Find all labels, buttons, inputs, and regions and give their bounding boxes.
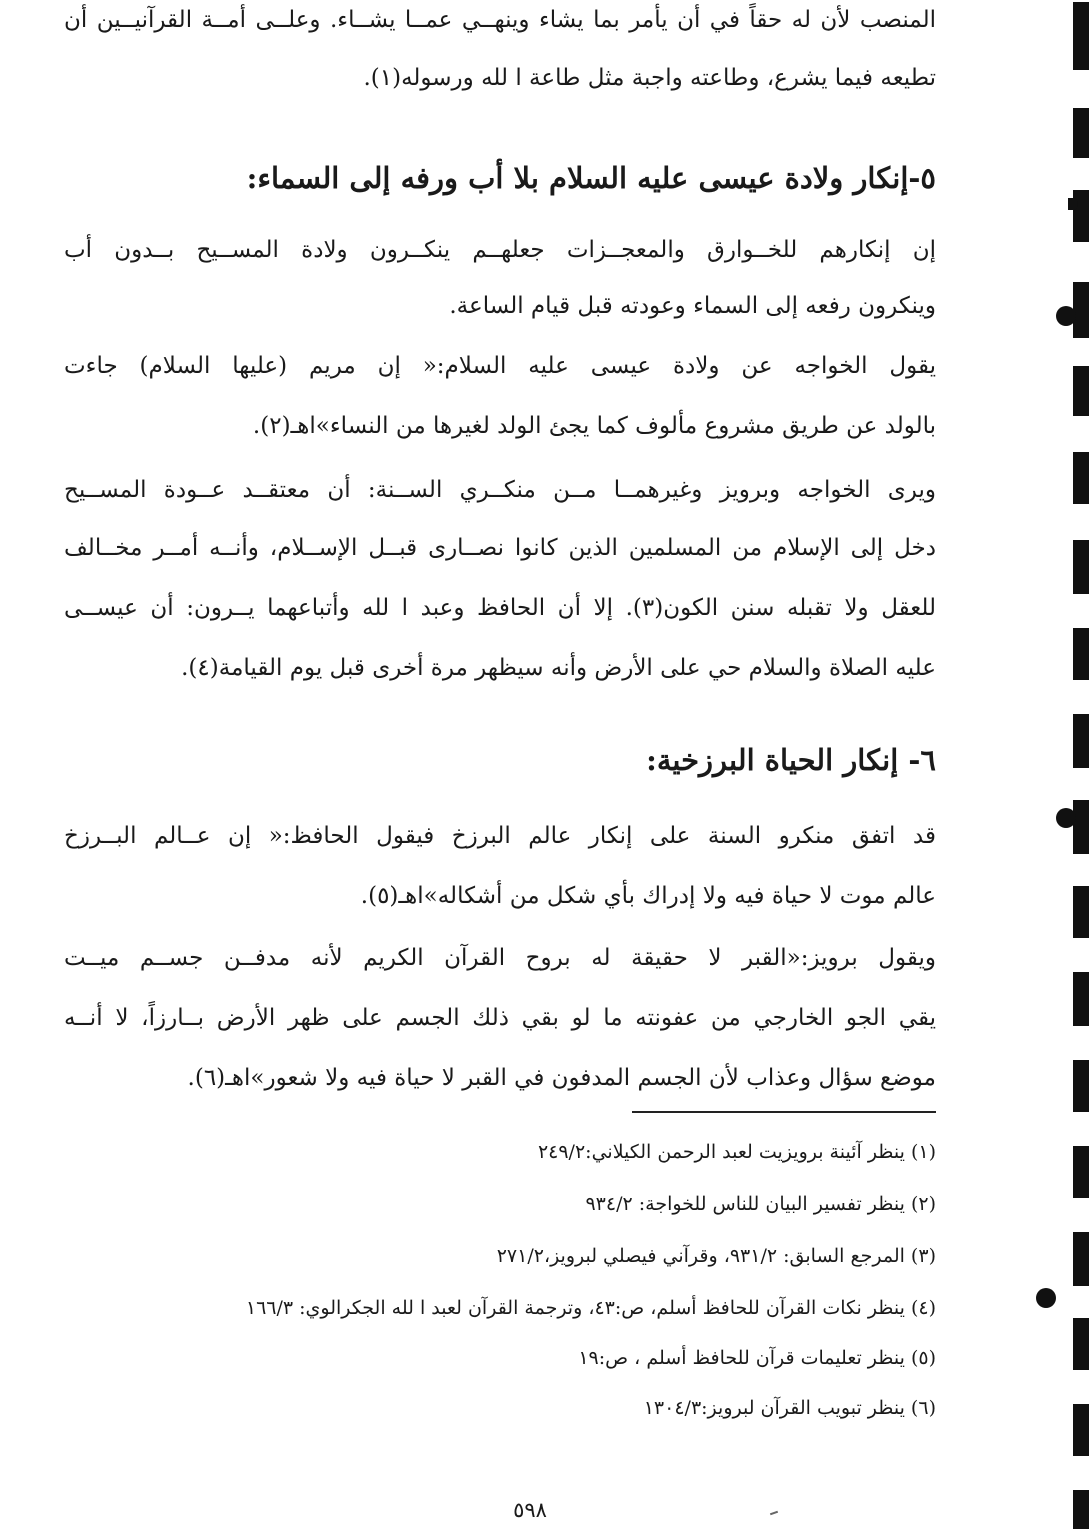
punch-hole	[1036, 1288, 1056, 1308]
paragraph-line: قد اتفق منكرو السنة على إنكار عالم البرزخ فيقول الحافظ:« إن عــالم البــرزخ	[64, 823, 936, 849]
footnote-2: (٢) ينظر تفسير البيان للناس للخواجة: ٩٣٤/٢	[585, 1193, 936, 1215]
binding-mark	[1073, 1490, 1089, 1529]
binding-mark	[1073, 972, 1089, 1026]
scan-speck	[770, 1511, 778, 1516]
paragraph-line: عالم موت لا حياة فيه ولا إدراك بأي شكل من أشكاله»اهـ(٥).	[360, 883, 936, 909]
paragraph-line: عليه الصلاة والسلام حي على الأرض وأنه سيظهر مرة أخرى قبل يوم القيامة(٤).	[181, 655, 936, 681]
binding-mark	[1073, 1232, 1089, 1286]
paragraph-line: دخل إلى الإسلام من المسلمين الذين كانوا نصــارى قبــل الإســلام، وأنــه أمــر مخــالف	[64, 535, 936, 561]
footnote-6: (٦) ينظر تبويب القرآن لبرويز:١٣٠٤/٣	[643, 1397, 936, 1419]
punch-hole	[1056, 306, 1076, 326]
footnote-5: (٥) ينظر تعليمات قرآن للحافظ أسلم ، ص:١٩	[578, 1347, 936, 1369]
binding-mark	[1073, 452, 1089, 504]
binding-mark	[1073, 1318, 1089, 1370]
binding-mark	[1073, 2, 1089, 70]
footnote-3: (٣) المرجع السابق: ٩٣١/٢، وقرآني فيصلي لبرويز،٢٧١/٢	[496, 1245, 936, 1267]
binding-mark	[1073, 540, 1089, 594]
binding-mark	[1073, 886, 1089, 938]
footnote-divider	[632, 1111, 936, 1113]
paragraph-line: موضع سؤال وعذاب لأن الجسم المدفون في القبر لا حياة فيه ولا شعور»اهـ(٦).	[187, 1065, 936, 1091]
paragraph-line: المنصب لأن له حقاً في أن يأمر بما يشاء وينهــي عمــا يشــاء. وعلــى أمــة القرآنيــين أن	[64, 7, 936, 33]
scan-mark	[1068, 198, 1078, 210]
paragraph-line: ويقول برويز:«القبر لا حقيقة له بروح القرآن الكريم لأنه مدفــن جســم ميــت	[64, 945, 936, 971]
paragraph-line: يقي الجو الخارجي من عفونته ما لو بقي ذلك الجسم على ظهر الأرض بــارزاً، لا أنــه	[64, 1005, 936, 1031]
binding-mark	[1073, 108, 1089, 158]
paragraph-line: للعقل ولا تقبله سنن الكون(٣). إلا أن الحافظ وعبد ا لله وأتباعهما يــرون: أن عيســى	[64, 595, 936, 621]
punch-hole	[1056, 808, 1076, 828]
paragraph-line: وينكرون رفعه إلى السماء وعودته قبل قيام الساعة.	[449, 293, 936, 319]
footnote-4: (٤) ينظر نكات القرآن للحافظ أسلم، ص:٤٣، وترجمة القرآن لعبد ا لله الجكرالوي: ١٦٦/٣	[245, 1297, 936, 1319]
footnote-1: (١) ينظر آئينة برويزيت لعبد الرحمن الكيلاني:٢٤٩/٢	[537, 1141, 936, 1163]
section-heading-5: ٥-إنكار ولادة عيسى عليه السلام بلا أب ورفه إلى السماء:	[246, 161, 936, 195]
binding-mark	[1073, 366, 1089, 416]
binding-mark	[1073, 628, 1089, 680]
paragraph-line: بالولد عن طريق مشروع مألوف كما يجئ الولد لغيرها من النساء»اهـ(٢).	[252, 413, 936, 439]
binding-mark	[1073, 1146, 1089, 1198]
binding-mark	[1073, 800, 1089, 854]
page-number: ٥٩٨	[513, 1498, 547, 1522]
section-heading-6: ٦- إنكار الحياة البرزخية:	[646, 743, 936, 777]
binding-mark	[1073, 1404, 1089, 1456]
paragraph-line: تطيعه فيما يشرع، وطاعته واجبة مثل طاعة ا لله ورسوله(١).	[363, 65, 936, 91]
binding-mark	[1073, 1060, 1089, 1112]
paragraph-line: إن إنكارهم للخــوارق والمعجــزات جعلهــم ينكــرون ولادة المســيح بــدون أب	[64, 237, 936, 263]
binding-mark	[1073, 282, 1089, 338]
binding-mark	[1073, 714, 1089, 768]
paragraph-line: ويرى الخواجه وبرويز وغيرهمــا مــن منكــري الســنة: أن معتقــد عــودة المســيح	[64, 477, 936, 503]
paragraph-line: يقول الخواجه عن ولادة عيسى عليه السلام:« إن مريم (عليها السلام) جاءت	[64, 353, 936, 379]
